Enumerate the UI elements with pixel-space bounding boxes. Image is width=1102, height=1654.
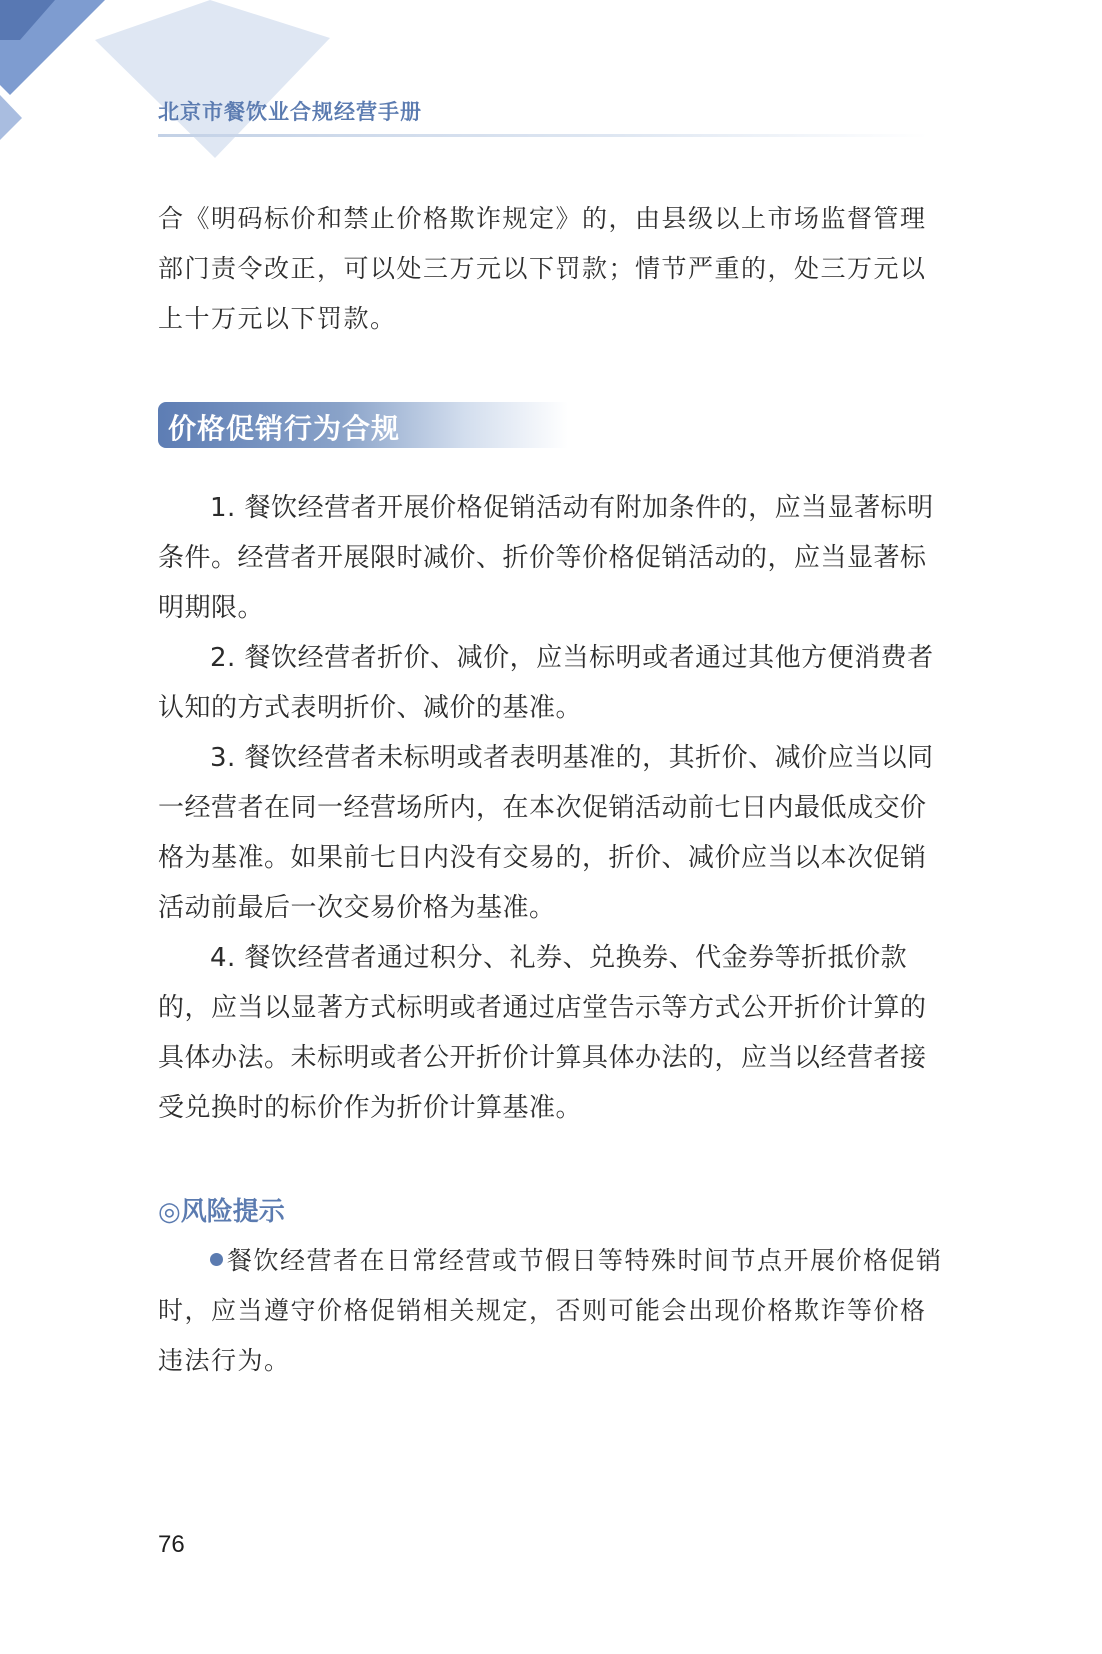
continuation-paragraph: 合《明码标价和禁止价格欺诈规定》的，由县级以上市场监督管理部门责令改正，可以处三万元以下罚款；情节严重的，处三万元以上十万元以下罚款。 xyxy=(158,204,927,333)
risk-paragraph-text: 餐饮经营者在日常经营或节假日等特殊时间节点开展价格促销时，应当遵守价格促销相关规定，否则可能会出现价格欺诈等价格违法行为。 xyxy=(158,1246,943,1375)
rule-item-2: 2. 餐饮经营者折价、减价，应当标明或者通过其他方便消费者认知的方式表明折价、减价的基准。 xyxy=(158,643,934,723)
rule-item-1: 1. 餐饮经营者开展价格促销活动有附加条件的，应当显著标明条件。经营者开展限时减价、折价等价格促销活动的，应当显著标明期限。 xyxy=(158,493,934,623)
corner-decoration xyxy=(0,0,360,180)
page-number: 76 xyxy=(158,1531,185,1558)
running-header-title: 北京市餐饮业合规经营手册 xyxy=(158,100,422,124)
risk-paragraph xyxy=(158,1236,948,1386)
section-heading-banner xyxy=(158,402,568,448)
header-divider xyxy=(158,134,928,137)
section-heading-title: 价格促销行为合规 xyxy=(168,412,401,445)
deco-diamond-small xyxy=(0,95,22,140)
risk-heading-text: 风险提示 xyxy=(180,1197,285,1227)
rule-item-4: 4. 餐饮经营者通过积分、礼券、兑换券、代金券等折抵价款的，应当以显著方式标明或者通过店堂告示等方式公开折价计算的具体办法。未标明或者公开折价计算具体办法的，应当以经营者接受兑换时的标价作为折价计算基准。 xyxy=(158,943,927,1123)
rules-list xyxy=(158,483,948,1133)
bullet-dot-icon xyxy=(210,1253,223,1266)
rule-item-3: 3. 餐饮经营者未标明或者表明基准的，其折价、减价应当以同一经营者在同一经营场所内，在本次促销活动前七日内最低成交价格为基准。如果前七日内没有交易的，折价、减价应当以本次促销活动前最后一次交易价格为基准。 xyxy=(158,743,934,923)
double-circle-icon: ◎ xyxy=(158,1197,181,1227)
risk-heading xyxy=(158,1191,285,1228)
